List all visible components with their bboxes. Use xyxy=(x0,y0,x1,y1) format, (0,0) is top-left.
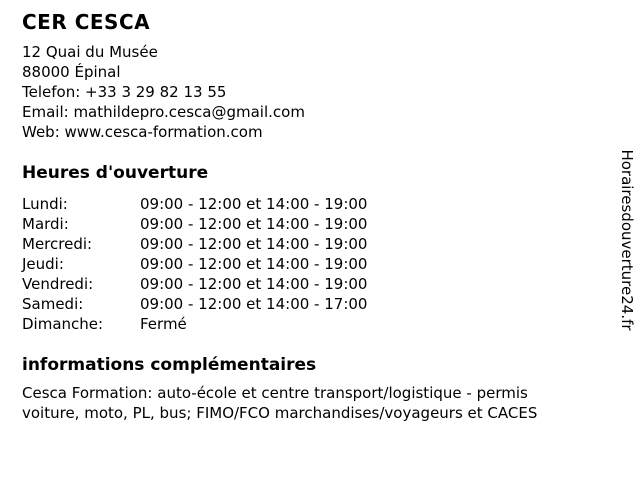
hours-row-friday xyxy=(22,274,618,294)
hours-table xyxy=(22,194,618,334)
watermark-site-label: Horairesdouverture24.fr xyxy=(618,149,636,331)
business-name: CER CESCA xyxy=(22,10,151,34)
info-section-title: informations complémentaires xyxy=(22,355,317,375)
hours-row-monday xyxy=(22,194,618,214)
day-label: Mercredi: xyxy=(22,235,93,253)
info-text xyxy=(22,383,618,423)
contact-block xyxy=(22,42,618,142)
day-label: Lundi: xyxy=(22,195,68,213)
day-label: Vendredi: xyxy=(22,275,94,293)
day-hours: 09:00 - 12:00 et 14:00 - 19:00 xyxy=(140,255,368,273)
day-label: Jeudi: xyxy=(22,255,64,273)
listing-page xyxy=(22,0,618,423)
hours-row-thursday xyxy=(22,254,618,274)
email-line: Email: mathildepro.cesca@gmail.com xyxy=(22,103,305,121)
day-hours: 09:00 - 12:00 et 14:00 - 19:00 xyxy=(140,215,368,233)
info-line-1: Cesca Formation: auto-école et centre transport/logistique - permis xyxy=(22,384,528,402)
web-line: Web: www.cesca-formation.com xyxy=(22,123,263,141)
day-hours: 09:00 - 12:00 et 14:00 - 19:00 xyxy=(140,235,368,253)
day-label: Samedi: xyxy=(22,295,84,313)
hours-row-saturday xyxy=(22,294,618,314)
hours-row-sunday xyxy=(22,314,618,334)
hours-section-title: Heures d'ouverture xyxy=(22,163,209,183)
day-hours: 09:00 - 12:00 et 14:00 - 17:00 xyxy=(140,295,368,313)
address-line-2: 88000 Épinal xyxy=(22,63,121,81)
info-line-2: voiture, moto, PL, bus; FIMO/FCO marchandises/voyageurs et CACES xyxy=(22,404,538,422)
day-label: Dimanche: xyxy=(22,315,104,333)
phone-line: Telefon: +33 3 29 82 13 55 xyxy=(22,83,227,101)
hours-row-wednesday xyxy=(22,234,618,254)
day-hours: Fermé xyxy=(140,315,187,333)
day-hours: 09:00 - 12:00 et 14:00 - 19:00 xyxy=(140,195,368,213)
hours-row-tuesday xyxy=(22,214,618,234)
address-line-1: 12 Quai du Musée xyxy=(22,43,158,61)
day-label: Mardi: xyxy=(22,215,69,233)
day-hours: 09:00 - 12:00 et 14:00 - 19:00 xyxy=(140,275,368,293)
